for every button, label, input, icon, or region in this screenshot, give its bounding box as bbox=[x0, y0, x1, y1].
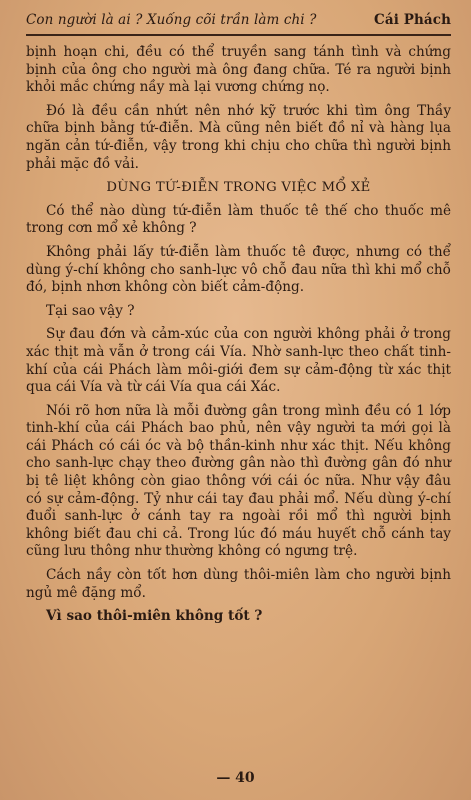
paragraph: Tại sao vậy ? bbox=[46, 302, 135, 319]
running-header-title: Con người là ai ? Xuống cõi trần làm chi ? bbox=[26, 12, 317, 28]
closing-question: Vì sao thôi-miên không tốt ? bbox=[46, 608, 263, 625]
paragraph: bịnh hoạn chi, đều có thể truyền sang tánh tình và chứng bịnh của ông cho người mà ông đang chữa. Té ra người bịnh khỏi mắc chứng nầy mà lại vương chứng nọ. bbox=[26, 44, 451, 96]
running-header-chapter: Cái Phách bbox=[374, 12, 451, 28]
section-heading: DÙNG TỨ-ĐIỄN TRONG VIỆC MỔ XẺ bbox=[106, 180, 371, 196]
running-header bbox=[26, 0, 451, 36]
page-number: — 40 bbox=[216, 770, 255, 786]
page-body bbox=[26, 44, 451, 626]
paragraph: Sự đau đớn và cảm-xúc của con người không phải ở trong xác thịt mà vẫn ở trong cái Vía. Nhờ sanh-lực theo chất tinh-khí của cái Phách làm môi-giới đem sự cảm-động từ xác thịt qua cái Vía và từ cái Vía qua cái Xác. bbox=[26, 326, 451, 396]
paragraph: Cách nầy còn tốt hơn dùng thôi-miên làm cho người bịnh ngủ mê đặng mổ. bbox=[26, 567, 451, 601]
paragraph: Không phải lấy tứ-điễn làm thuốc tê được, nhưng có thể dùng ý-chí không cho sanh-lực vô chỗ đau nữa thì khi mổ chỗ đó, bịnh nhơn không còn biết cảm-động. bbox=[26, 243, 451, 296]
paragraph: Nói rõ hơn nữa là mỗi đường gân trong mình đều có 1 lớp tinh-khí của cái Phách bao phủ, nên vậy người ta mới gọi là cái Phách có cái óc và bộ thần-kinh như xác thịt. Nếu không cho sanh-lực chạy theo đường gân nào thì đường gân đó như bị tê liệt không còn giao thông với cái óc nữa. Như vậy đâu có sự cảm-động. Tỷ như cái tay đau phải mổ. Nếu dùng ý-chí đuổi sanh-lực ở cánh tay ra ngoài rồi mổ thì người bịnh không biết đau chi cả. Trong lúc đó máu huyết chỗ cánh tay cũng lưu thông như thường không có ngưng trệ. bbox=[26, 402, 451, 560]
paragraph: Đó là đều cần nhứt nên nhớ kỹ trước khi tìm ông Thầy chữa bịnh bằng tứ-điễn. Mà cũng nên biết đồ nỉ và hàng lụa ngăn cản tứ-điễn, vậy trong khi chịu cho chữa thì người bịnh phải mặc đồ vải. bbox=[26, 102, 451, 172]
paragraph: Có thể nào dùng tứ-điễn làm thuốc tê thế cho thuốc mê trong cơn mổ xẻ không ? bbox=[26, 202, 451, 237]
